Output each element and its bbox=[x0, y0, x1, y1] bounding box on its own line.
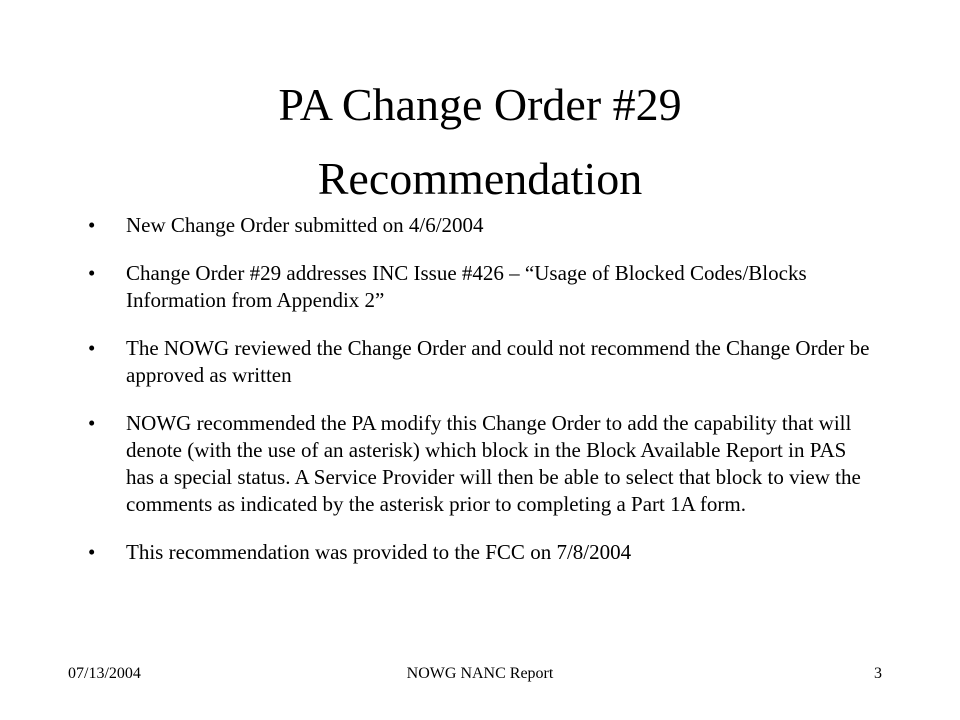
bullet-icon: • bbox=[88, 213, 96, 237]
bullet-text: New Change Order submitted on 4/6/2004 bbox=[126, 213, 484, 237]
bullet-item bbox=[88, 260, 878, 314]
bullet-icon: • bbox=[88, 540, 96, 564]
bullet-item bbox=[88, 410, 878, 518]
bullet-text: The NOWG reviewed the Change Order and could not recommend the Change Order be approved as written bbox=[126, 336, 870, 387]
bullet-text: NOWG recommended the PA modify this Change Order to add the capability that will denote (with the use of an asterisk) which block in the Block Available Report in PAS has a special status. A Service Provider will then be able to select that block to view the comments as indicated by the asterisk prior to completing a Part 1A form. bbox=[126, 411, 861, 516]
slide-title-line-1: PA Change Order #29 bbox=[278, 79, 682, 130]
bullet-icon: • bbox=[88, 261, 96, 285]
bullet-item bbox=[88, 212, 878, 239]
bullet-icon: • bbox=[88, 336, 96, 360]
footer-page-number: 3 bbox=[874, 665, 882, 682]
footer-report-name: NOWG NANC Report bbox=[406, 665, 554, 682]
bullet-item bbox=[88, 539, 878, 566]
bullet-text: Change Order #29 addresses INC Issue #426 – “Usage of Blocked Codes/Blocks Information from Appendix 2” bbox=[126, 261, 807, 312]
slide-title bbox=[0, 68, 960, 215]
slide-title-line-2: Recommendation bbox=[317, 152, 643, 204]
bullet-text: This recommendation was provided to the FCC on 7/8/2004 bbox=[126, 540, 632, 564]
bullet-list bbox=[88, 212, 878, 587]
bullet-icon: • bbox=[88, 411, 96, 435]
footer-date: 07/13/2004 bbox=[68, 665, 141, 682]
bullet-item bbox=[88, 335, 878, 389]
